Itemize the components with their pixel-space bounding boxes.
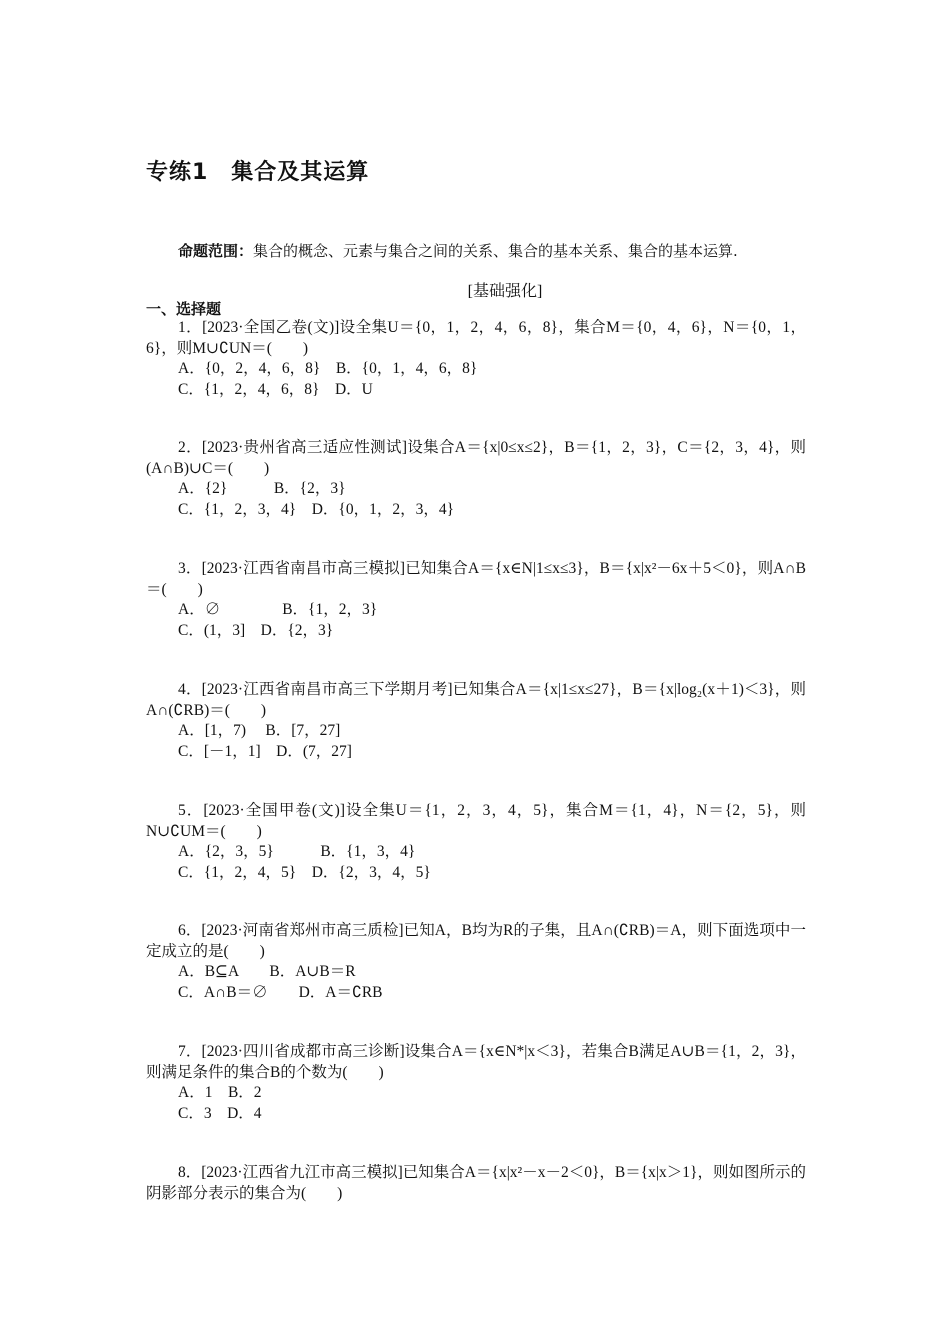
question-stem: 6．[2023·河南省郑州市高三质检]已知A，B均为R的子集，且A∩(∁RB)＝A，则下面选项中一定成立的是( ) — [146, 922, 806, 960]
question-options-row: A．∅ B．{1，2，3} — [178, 601, 378, 618]
question-options-row: A．{2，3，5} B．{1，3，4} — [178, 843, 416, 860]
question-4 — [146, 680, 806, 762]
question-1 — [146, 318, 806, 400]
question-options-row: C．{1，2，4，6，8} D．U — [178, 380, 373, 398]
question-2 — [146, 438, 806, 520]
section-title: [基础强化] — [467, 283, 543, 300]
question-stem: 2．[2023·贵州省高三适应性测试]设集合A＝{x|0≤x≤2}，B＝{1，2，3}，C＝{2，3，4}，则(A∩B)∪C＝( ) — [146, 439, 806, 477]
question-options-row: A．B⊆A B．A∪B＝R — [178, 963, 356, 980]
question-options-row: C．3 D．4 — [178, 1104, 262, 1122]
question-stem: 5．[2023·全国甲卷(文)]设全集U＝{1，2，3，4，5}，集合M＝{1，4}，N＝{2，5}，则N∪∁UM＝( ) — [146, 802, 806, 840]
question-6 — [146, 921, 806, 1003]
question-options-row: A．[1，7) B．[7，27] — [178, 722, 341, 739]
question-options-row: C．{1，2，4，5} D．{2，3，4，5} — [178, 863, 431, 881]
question-5 — [146, 801, 806, 883]
question-stem: 3．[2023·江西省南昌市高三模拟]已知集合A＝{x∈N|1≤x≤3}，B＝{x|x²－6x＋5＜0}，则A∩B＝( ) — [146, 560, 806, 598]
question-options-row: C．A∩B＝∅ D．A＝∁RB — [178, 983, 383, 1001]
topic-scope — [178, 240, 738, 261]
question-7 — [146, 1042, 806, 1124]
question-stem: 8．[2023·江西省九江市高三模拟]已知集合A＝{x|x²－x－2＜0}，B＝{x|x＞1}，则如图所示的阴影部分表示的集合为( ) — [146, 1164, 806, 1202]
question-3 — [146, 559, 806, 641]
question-options-row: C．[－1，1] D．(7，27] — [178, 742, 352, 760]
question-stem: 4．[2023·江西省南昌市高三下学期月考]已知集合A＝{x|1≤x≤27}，B＝{x|log₂(x＋1)＜3}，则A∩(∁RB)＝( ) — [146, 681, 806, 719]
topic-scope-text: 集合的概念、元素与集合之间的关系、集合的基本关系、集合的基本运算. — [253, 242, 738, 260]
question-stem: 1．[2023·全国乙卷(文)]设全集U＝{0，1，2，4，6，8}，集合M＝{0，4，6}，N＝{0，1，6}，则M∪∁UN＝( ) — [146, 319, 806, 357]
topic-scope-label: 命题范围： — [178, 242, 254, 260]
question-options-row: A．{2} B．{2，3} — [178, 480, 346, 497]
page-title: 专练1 集合及其运算 — [146, 160, 370, 185]
question-stem: 7．[2023·四川省成都市高三诊断]设集合A＝{x∈N*|x＜3}，若集合B满足A∪B＝{1，2，3}，则满足条件的集合B的个数为( ) — [146, 1043, 806, 1081]
question-options-row: A．1 B．2 — [178, 1084, 262, 1101]
question-options-row: C．(1，3] D．{2，3} — [178, 621, 334, 639]
question-8 — [146, 1163, 806, 1204]
question-options-row: A．{0，2，4，6，8} B．{0，1，4，6，8} — [178, 360, 478, 377]
question-type-heading: 一、选择题 — [146, 300, 222, 318]
question-options-row: C．{1，2，3，4} D．{0，1，2，3，4} — [178, 500, 455, 518]
